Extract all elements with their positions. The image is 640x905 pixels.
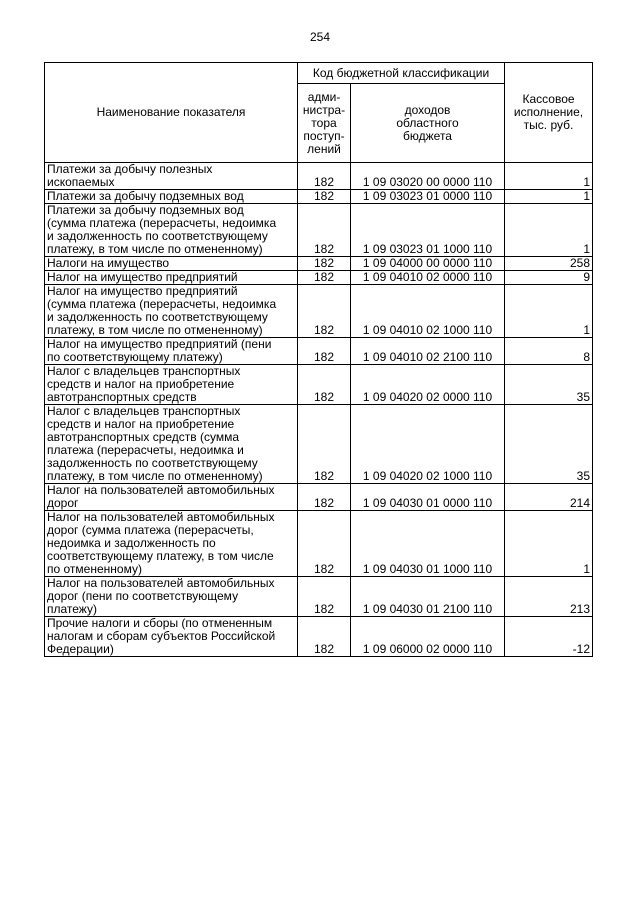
- indicator-name-line: Платежи за добычу подземных вод: [47, 203, 244, 217]
- table-row: [45, 271, 593, 285]
- table-row: [45, 257, 593, 271]
- table-row: [45, 617, 593, 657]
- indicator-name-cell: [45, 577, 298, 617]
- indicator-name-line: Налог на пользователей автомобильных: [47, 483, 275, 497]
- indicator-name-cell: [45, 163, 298, 190]
- cash-execution-cell: 1: [505, 511, 593, 577]
- indicator-name-line: автотранспортных средств: [47, 390, 197, 404]
- header-line: областного: [396, 115, 459, 130]
- administrator-code-cell: 182: [298, 190, 351, 204]
- table-body: [45, 163, 593, 657]
- indicator-name-line: недоимка и задолженность по: [47, 536, 216, 550]
- revenue-code-cell: 1 09 04030 01 0000 110: [351, 484, 505, 511]
- indicator-name-line: Платежи за добычу подземных вод: [47, 189, 244, 203]
- indicator-name-line: Налог на имущество предприятий: [47, 284, 238, 298]
- indicator-name-line: (сумма платежа (перерасчеты, недоимка: [47, 297, 277, 311]
- indicator-name-line: Федерации): [47, 642, 114, 656]
- indicator-name-cell: [45, 484, 298, 511]
- cash-execution-cell: -12: [505, 617, 593, 657]
- indicator-name-line: платежу, в том числе по отмененному): [47, 242, 263, 256]
- indicator-name-cell: [45, 271, 298, 285]
- header-line: бюджета: [403, 128, 452, 143]
- header-revenue-code: [351, 84, 505, 163]
- header-line: исполнение,: [513, 105, 584, 119]
- indicator-name-line: платежу, в том числе по отмененному): [47, 323, 263, 337]
- cash-execution-cell: 1: [505, 190, 593, 204]
- header-line: адми-: [307, 89, 341, 104]
- indicator-name-cell: [45, 190, 298, 204]
- administrator-code-cell: 182: [298, 271, 351, 285]
- table-row: [45, 484, 593, 511]
- indicator-name-line: по соответствующему платежу): [47, 350, 223, 364]
- revenue-code-cell: 1 09 04020 02 1000 110: [351, 405, 505, 484]
- indicator-name-cell: [45, 405, 298, 484]
- indicator-name-line: (сумма платежа (перерасчеты, недоимка: [47, 216, 277, 230]
- header-classification-code: Код бюджетной классификации: [298, 63, 505, 84]
- table-row: [45, 365, 593, 405]
- indicator-name-line: Налог на имущество предприятий: [47, 270, 238, 284]
- indicator-name-cell: [45, 365, 298, 405]
- revenue-code-cell: 1 09 04000 00 0000 110: [351, 257, 505, 271]
- indicator-name-line: ископаемых: [47, 175, 115, 189]
- revenue-code-cell: 1 09 03023 01 1000 110: [351, 204, 505, 257]
- table-row: [45, 405, 593, 484]
- indicator-name-line: соответствующему платежу, в том числе: [47, 549, 274, 563]
- table-row: [45, 285, 593, 338]
- indicator-name-cell: [45, 511, 298, 577]
- indicator-name-line: Налоги на имущество: [47, 256, 170, 270]
- indicator-name-line: средств и налог на приобретение: [47, 377, 235, 391]
- indicator-name-cell: [45, 285, 298, 338]
- header-line: Кассовое: [522, 92, 575, 106]
- cash-execution-cell: 214: [505, 484, 593, 511]
- revenue-code-cell: 1 09 06000 02 0000 110: [351, 617, 505, 657]
- indicator-name-line: дорог (пени по соответствующему: [47, 589, 239, 603]
- table-row: [45, 204, 593, 257]
- indicator-name-line: Налог на пользователей автомобильных: [47, 510, 275, 524]
- indicator-name-line: платежу, в том числе по отмененному): [47, 469, 263, 483]
- cash-execution-cell: 35: [505, 405, 593, 484]
- indicator-name-line: по отмененному): [47, 562, 142, 576]
- indicator-name-line: Налог с владельцев транспортных: [47, 364, 241, 378]
- cash-execution-cell: 8: [505, 338, 593, 365]
- header-line: тора: [311, 115, 337, 130]
- administrator-code-cell: 182: [298, 257, 351, 271]
- indicator-name-line: Налог с владельцев транспортных: [47, 404, 241, 418]
- cash-execution-cell: 258: [505, 257, 593, 271]
- administrator-code-cell: 182: [298, 617, 351, 657]
- administrator-code-cell: 182: [298, 365, 351, 405]
- revenue-code-cell: 1 09 04010 02 2100 110: [351, 338, 505, 365]
- indicator-name-line: налогам и сборам субъектов Российской: [47, 629, 276, 643]
- table-row: [45, 338, 593, 365]
- revenue-code-cell: 1 09 03020 00 0000 110: [351, 163, 505, 190]
- administrator-code-cell: 182: [298, 405, 351, 484]
- cash-execution-cell: 213: [505, 577, 593, 617]
- administrator-code-cell: 182: [298, 285, 351, 338]
- indicator-name-cell: [45, 204, 298, 257]
- indicator-name-cell: [45, 617, 298, 657]
- indicator-name-line: средств и налог на приобретение: [47, 417, 235, 431]
- header-line: лений: [307, 141, 341, 156]
- indicator-name-line: Налог на имущество предприятий (пени: [47, 337, 272, 351]
- indicator-name-line: дорог: [47, 496, 79, 510]
- cash-execution-cell: 1: [505, 285, 593, 338]
- header-name: Наименование показателя: [45, 63, 298, 163]
- indicator-name-line: дорог (сумма платежа (перерасчеты,: [47, 523, 254, 537]
- revenue-code-cell: 1 09 04020 02 0000 110: [351, 365, 505, 405]
- administrator-code-cell: 182: [298, 338, 351, 365]
- page-number: 254: [309, 30, 331, 44]
- budget-table: [44, 62, 593, 657]
- indicator-name-line: платежу): [47, 602, 97, 616]
- table-row: [45, 190, 593, 204]
- cash-execution-cell: 1: [505, 204, 593, 257]
- revenue-code-cell: 1 09 04030 01 1000 110: [351, 511, 505, 577]
- table-row: [45, 511, 593, 577]
- table-header: [45, 63, 593, 163]
- header-line: доходов: [404, 102, 451, 117]
- indicator-name-cell: [45, 257, 298, 271]
- indicator-name-line: автотранспортных средств (сумма: [47, 430, 240, 444]
- cash-execution-cell: 9: [505, 271, 593, 285]
- cash-execution-cell: 1: [505, 163, 593, 190]
- indicator-name-cell: [45, 338, 298, 365]
- indicator-name-line: и задолженность по соответствующему: [47, 310, 268, 324]
- indicator-name-line: задолженность по соответствующему: [47, 456, 258, 470]
- revenue-code-cell: 1 09 03023 01 0000 110: [351, 190, 505, 204]
- header-cash-execution: [505, 63, 593, 163]
- administrator-code-cell: 182: [298, 577, 351, 617]
- administrator-code-cell: 182: [298, 511, 351, 577]
- indicator-name-line: Платежи за добычу полезных: [47, 162, 213, 176]
- indicator-name-line: Прочие налоги и сборы (по отмененным: [47, 616, 273, 630]
- header-administrator: [298, 84, 351, 163]
- revenue-code-cell: 1 09 04030 01 2100 110: [351, 577, 505, 617]
- indicator-name-line: Налог на пользователей автомобильных: [47, 576, 275, 590]
- header-line: нистра-: [302, 102, 346, 117]
- administrator-code-cell: 182: [298, 484, 351, 511]
- header-line: поступ-: [303, 128, 345, 143]
- indicator-name-line: платежа (перерасчеты, недоимка и: [47, 443, 244, 457]
- table-row: [45, 577, 593, 617]
- cash-execution-cell: 35: [505, 365, 593, 405]
- revenue-code-cell: 1 09 04010 02 1000 110: [351, 285, 505, 338]
- revenue-code-cell: 1 09 04010 02 0000 110: [351, 271, 505, 285]
- indicator-name-line: и задолженность по соответствующему: [47, 229, 268, 243]
- administrator-code-cell: 182: [298, 163, 351, 190]
- table-row: [45, 163, 593, 190]
- administrator-code-cell: 182: [298, 204, 351, 257]
- header-line: тыс. руб.: [523, 118, 574, 132]
